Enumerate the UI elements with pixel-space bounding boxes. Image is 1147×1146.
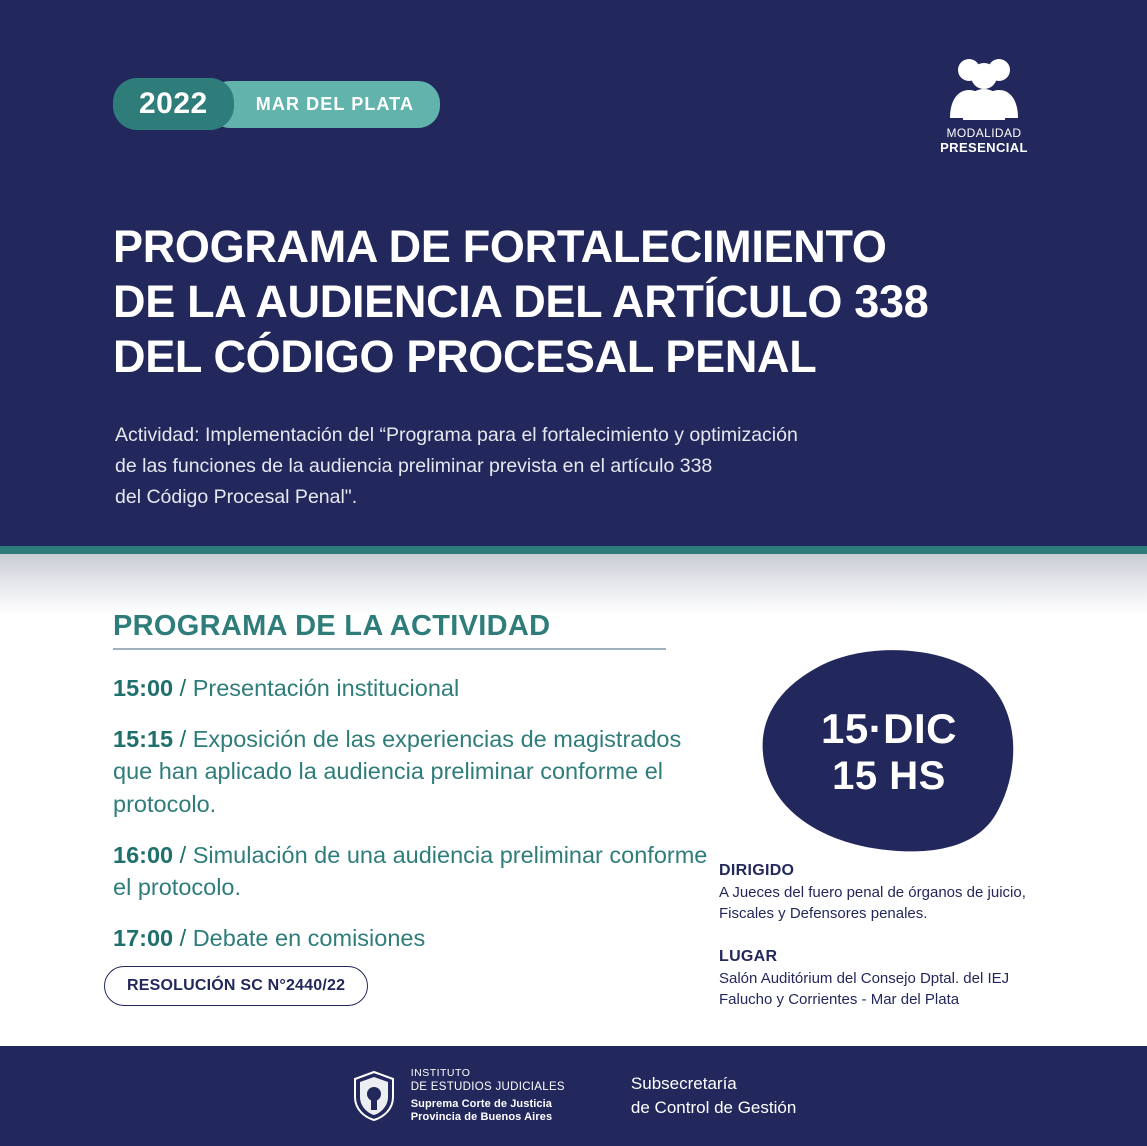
institute-line2: DE ESTUDIOS JUDICIALES xyxy=(410,1081,565,1094)
dirigido-block xyxy=(719,862,1079,924)
agenda-time: 16:00 xyxy=(113,841,174,868)
gray-gradient-band xyxy=(0,554,1147,614)
agenda-text: Presentación institucional xyxy=(192,675,460,701)
footer-content xyxy=(351,1067,797,1125)
lugar-line1: Salón Auditórium del Consejo Dptal. del IEJ xyxy=(719,970,1010,988)
list-item xyxy=(113,839,713,904)
institute-line4: Provincia de Buenos Aires xyxy=(410,1111,553,1124)
date-line1: 15·DIC xyxy=(820,704,958,752)
modality-label-line2: PRESENCIAL xyxy=(940,140,1028,155)
year-badge: 2022 xyxy=(113,78,234,130)
page-subtitle-line3: del Código Procesal Penal". xyxy=(115,485,358,508)
agenda-separator: / xyxy=(173,924,193,951)
subsecretaria-line2: de Control de Gestión xyxy=(630,1097,797,1117)
lugar-block xyxy=(719,948,1079,1010)
year-city-pills xyxy=(113,78,440,130)
city-badge: MAR DEL PLATA xyxy=(208,81,440,128)
dirigido-line1: A Jueces del fuero penal de órganos de juicio, xyxy=(719,884,1026,901)
resolution-badge: RESOLUCIÓN SC N°2440/22 xyxy=(104,966,368,1006)
teal-divider-rule xyxy=(0,546,1147,554)
agenda-list xyxy=(113,672,713,973)
list-item xyxy=(113,723,713,821)
info-section xyxy=(719,862,1079,1011)
dirigido-title: DIRIGIDO xyxy=(719,862,795,879)
page-title xyxy=(113,220,1043,385)
date-line2: 15 HS xyxy=(832,754,946,799)
institute-line1: INSTITUTO xyxy=(410,1067,471,1080)
program-heading-rule xyxy=(113,648,666,650)
agenda-separator: / xyxy=(173,725,193,752)
list-item xyxy=(113,672,713,705)
page-subtitle-line1: Actividad: Implementación del “Programa para el fortalecimiento y optimización xyxy=(115,424,798,446)
page-title-line2: DE LA AUDIENCIA DEL ARTÍCULO 338 xyxy=(113,275,929,327)
scjba-crest-icon xyxy=(351,1070,397,1122)
institute-text xyxy=(411,1067,565,1125)
date-badge xyxy=(760,648,1018,856)
footer-bar xyxy=(0,1046,1147,1146)
page-title-line1: PROGRAMA DE FORTALECIMIENTO xyxy=(113,221,887,272)
agenda-text: Simulación de una audiencia preliminar conforme el protocolo. xyxy=(113,841,708,901)
subsecretaria-text xyxy=(631,1072,796,1120)
page-subtitle-line2: de las funciones de la audiencia preliminar prevista en el artículo 338 xyxy=(115,454,713,477)
people-group-icon xyxy=(931,56,1037,122)
agenda-time: 15:00 xyxy=(113,675,174,701)
modality-label-line1: MODALIDAD xyxy=(946,126,1022,140)
list-item xyxy=(113,922,713,955)
agenda-separator: / xyxy=(173,841,193,868)
agenda-text: Debate en comisiones xyxy=(192,924,426,951)
lugar-title: LUGAR xyxy=(719,948,778,966)
agenda-separator: / xyxy=(173,675,193,701)
program-heading: PROGRAMA DE LA ACTIVIDAD xyxy=(113,610,551,642)
institute-line3: Suprema Corte de Justicia xyxy=(410,1097,552,1110)
agenda-text: Exposición de las experiencias de magistrados que han aplicado la audiencia preliminar conforme el protocolo. xyxy=(113,725,682,817)
agenda-time: 15:15 xyxy=(113,725,174,752)
agenda-time: 17:00 xyxy=(113,924,174,951)
modality-block xyxy=(931,56,1037,155)
lugar-line2: Falucho y Corrientes - Mar del Plata xyxy=(719,991,960,1009)
page-title-line3: DEL CÓDIGO PROCESAL PENAL xyxy=(113,330,817,382)
page-subtitle xyxy=(115,420,995,512)
dirigido-line2: Fiscales y Defensores penales. xyxy=(719,904,928,922)
subsecretaria-line1: Subsecretaría xyxy=(630,1074,737,1094)
